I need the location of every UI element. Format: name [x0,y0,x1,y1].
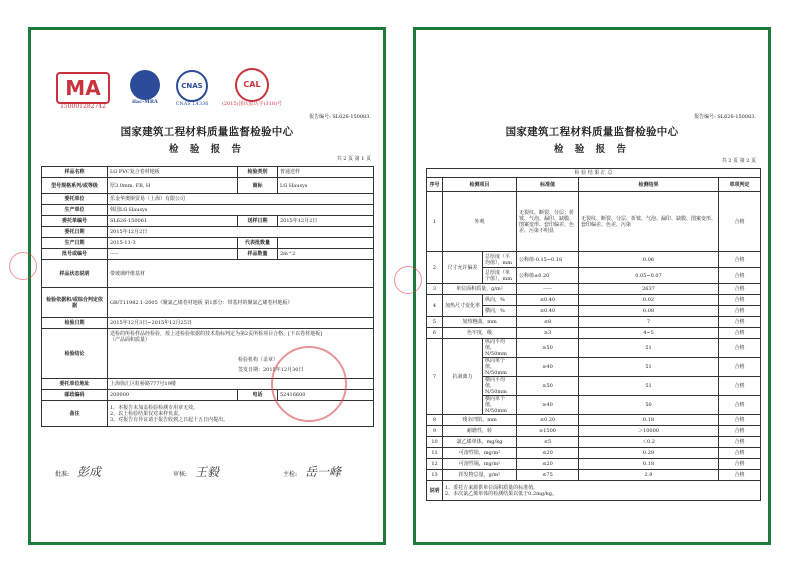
table-row: 生产日期 2015-11-3 代表批数量 [42,238,374,249]
table-row: 检验依据和/或综合判定依据 GB/T11982.1-2005《聚氯乙烯卷材地板 第1部分：带基材的聚氯乙烯卷材地板》 [42,288,374,318]
table-row: 纵向单个值，N/50mm ≥40 51 合格 [427,358,761,377]
table-row: 9 耐磨性，转 ≥1500 ＞10000 合格 [427,426,761,437]
cma-logo: MA 150001282742 [53,72,113,112]
table-row: 12 可溶性镉，mg/m² ≤20 0.18 合格 [427,459,761,470]
note-row [427,481,761,501]
report-page-1 [28,27,386,545]
table-row: 委托日期 2015年12月2日 [42,227,374,238]
report-number: 报告编号: SL626-150083. [694,114,756,120]
table-row: 型号规格系列/或等级 厚3.0mm, FB, H 商标 LG Hausys [42,178,374,194]
table-row: 横向单个值，N/50mm ≥40 50 合格 [427,396,761,415]
ilac-mra-logo: ilac-MRA [123,70,167,110]
table-row: 11 可溶性铅，mg/m² ≤20 0.29 合格 [427,448,761,459]
table-row: 备注 1、本报告未加盖检验检测专用章无效。 2、以上检验结果仅对来样负责。 3、对报告有异议请于报告收到之日起十五日内提出。 [42,401,374,427]
audit-signature: 王毅 [195,465,220,479]
table-row: 2 尺寸允许偏差 总厚度（平均值），mm 公称值-0.15~0.18 0.06 合格 [427,252,761,268]
table-row: 6 色牢度，级 ≥3 4~5 合格 [427,328,761,339]
table-row: 委托单位地址 上海徐汇区虹桥路777号19楼 [42,379,374,390]
report-page-2 [413,27,771,545]
summary-row [427,169,761,178]
table-row: 总厚度（单个值），mm 公称值±0.20 0.05~0.07 合格 [427,268,761,284]
report-subtitle: 检 验 报 告 [554,144,630,155]
approve-label: 批准: [55,471,70,478]
table-row: 10 氯乙烯单体，mg/kg ≤5 ＜0.2 合格 [427,437,761,448]
table-row: 13 挥发物总量，g/m² ≤75 2.9 合格 [427,470,761,481]
note-text: 1、委托方来源供单位面积质量的标准值。 2、本次氯乙烯单体的检测结果以低于0.2mg/kg。 [443,481,761,501]
table-row: 7 抗剥离力 纵向平均值，N/50mm ≥50 51 合格 [427,339,761,358]
table-row: 检验日期 2015年12月3日~2015年12月25日 [42,318,374,329]
table-row: 委托单编号 SL626-150061 送样日期 2015年12月2日 [42,216,374,227]
cnas-logo: CNAS CNAS L4336 [169,70,215,110]
table-row: 横向，% ≤0.40 0.08 合格 [427,306,761,317]
table-row: 生产单位 韩国LG Hausys [42,205,374,216]
edge-seal [394,266,422,294]
table-row: 横向平均值，N/50mm ≥50 51 合格 [427,377,761,396]
table-row: 4 加热尺寸变化率 纵向，% ≤0.40 0.02 合格 [427,295,761,306]
org-line: 检验机构（盖章） [238,357,279,363]
results-table [426,168,761,501]
table-row: 委托单位 乐金华奥斯贸易（上海）有限公司 [42,194,374,205]
edge-seal [9,252,37,280]
signature-footer [55,463,375,483]
page-indicator: 共 2 页 第 1 页 [336,156,371,162]
approve-signature: 彭成 [77,465,102,479]
summary-title: 检 验 结 果 汇 总 [427,169,761,178]
table-row: 样品名称 LG PVC复合卷材地板 检验类别 普通送样 [42,167,374,178]
table-row: 样品状态说明 带玻璃纤维基材 [42,260,374,288]
table-row: 3 单位面积质量，g/m² ----- 2637 合格 [427,284,761,295]
table-row: 1 外观 无裂纹、断裂、分层；折皱、气泡、漏印、缺膜、图案变形、套印偏差、色差、污染不明显 无裂纹、断裂、分层、折皱、气泡、漏印、缺膜、图案变形、套印偏差、色差、污染 合格 [427,192,761,252]
note-label: 说明 [427,481,443,501]
table-row: 5 加热翘曲，mm ≤8 7 合格 [427,317,761,328]
report-subtitle: 检 验 报 告 [169,144,245,155]
header-row: 序号 检测项目 标准值 检测结果 单项判定 [427,178,761,192]
report-title: 国家建筑工程材料质量监督检验中心 [505,126,679,138]
table-row: 检验结论 送检的所检样品经检验，按上述检验依据的技术指标判定为第2页所检项目合格，[下以卷材地板] （产品面积质量） 检验机构（盖章） 签发日期：2015年12月30日 [42,329,374,379]
audit-label: 审核: [173,471,188,478]
report-title: 国家建筑工程材料质量监督检验中心 [120,126,294,138]
sign-date: 签发日期：2015年12月30日 [238,367,304,373]
main-inspector-label: 主检: [283,471,298,478]
page-indicator: 共 2 页 第 2 页 [721,158,756,164]
table-row: 邮政编码 200000 电话 52416600 [42,390,374,401]
official-seal [271,346,347,422]
table-row: 8 残余凹陷，mm ≤0.20 0.18 合格 [427,415,761,426]
cal-logo: CAL (2015)国认监认字(318)号 [215,68,289,112]
report-number: 报告编号: SL626-150083. [309,114,371,120]
main-inspector-signature: 岳一峰 [305,465,342,479]
table-row: 批号或编号 ----- 样品数量 2m^2 [42,249,374,260]
